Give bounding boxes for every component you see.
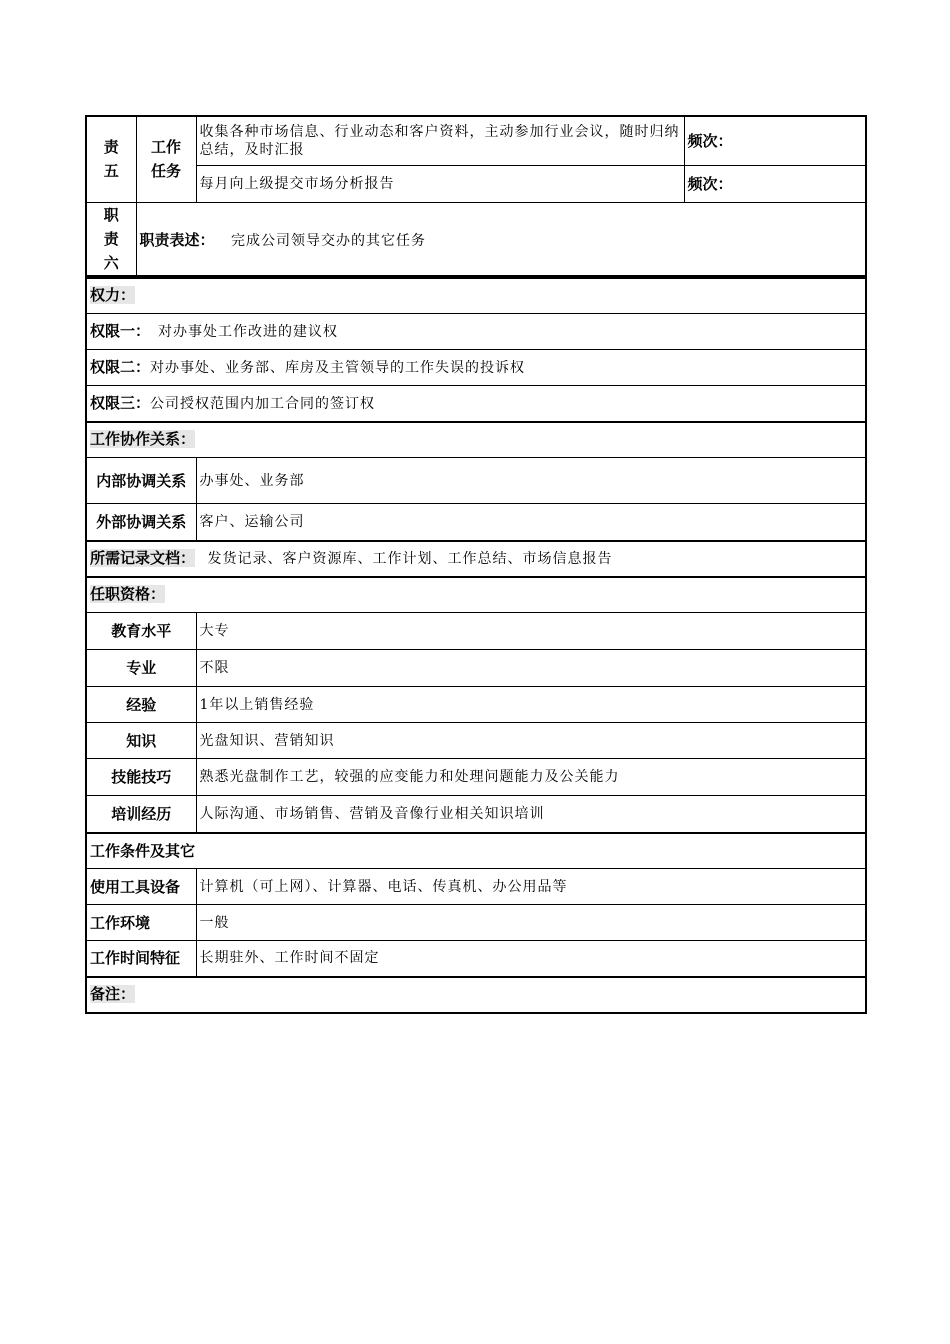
qualification-label-skills: 技能技巧 (86, 759, 196, 796)
authority-title: 权力： (90, 286, 136, 305)
job-description-document (85, 115, 865, 1014)
duty5-task-2: 每月向上级提交市场分析报告 (196, 165, 684, 202)
condition-label-tools: 使用工具设备 (86, 869, 196, 905)
relations-title: 工作协作关系： (90, 430, 196, 449)
authority-section (86, 278, 866, 314)
qualifications-title: 任职资格： (90, 585, 166, 604)
duty6-description-label: 职责表述： (139, 230, 215, 249)
duty5-task-1-frequency: 频次： (684, 116, 866, 165)
duty6-number: 职 责 六 (86, 202, 136, 276)
condition-label-environment: 工作环境 (86, 905, 196, 941)
relation-value-external: 客户、运输公司 (196, 504, 866, 541)
remarks-label: 备注： (90, 985, 136, 1003)
documents-row (86, 541, 866, 577)
details-table (85, 277, 867, 1014)
remarks-row (86, 977, 866, 1013)
qualification-value-training: 人际沟通、市场销售、营销及音像行业相关知识培训 (196, 796, 866, 833)
qualification-label-education: 教育水平 (86, 613, 196, 650)
duty5-task-2-frequency: 频次： (684, 165, 866, 202)
qualification-label-major: 专业 (86, 650, 196, 687)
relations-section (86, 422, 866, 458)
qualification-value-experience: 1年以上销售经验 (196, 687, 866, 723)
authority-item-2: 权限二：对办事处、业务部、库房及主管领导的工作失误的投诉权 (86, 350, 866, 386)
relation-label-internal: 内部协调关系 (86, 458, 196, 504)
duty6-description-text: 完成公司领导交办的其它任务 (230, 232, 426, 249)
qualification-value-major: 不限 (196, 650, 866, 687)
relation-value-internal: 办事处、业务部 (196, 458, 866, 504)
authority-item-3: 权限三：公司授权范围内加工合同的签订权 (86, 386, 866, 422)
duty6-description (136, 202, 866, 276)
qualification-label-knowledge: 知识 (86, 723, 196, 759)
documents-label: 所需记录文档： (90, 549, 196, 567)
duties-table (85, 115, 867, 277)
condition-label-hours: 工作时间特征 (86, 941, 196, 977)
qualification-value-knowledge: 光盘知识、营销知识 (196, 723, 866, 759)
documents-value: 发货记录、客户资源库、工作计划、工作总结、市场信息报告 (207, 551, 613, 567)
conditions-title: 工作条件及其它 (86, 833, 866, 869)
qualification-label-experience: 经验 (86, 687, 196, 723)
condition-value-tools: 计算机（可上网）、计算器、电话、传真机、办公用品等 (196, 869, 866, 905)
duty5-task-label: 工作 任务 (136, 116, 196, 202)
authority-item-1: 权限一： 对办事处工作改进的建议权 (86, 314, 866, 350)
qualification-label-training: 培训经历 (86, 796, 196, 833)
qualifications-section (86, 577, 866, 613)
relation-label-external: 外部协调关系 (86, 504, 196, 541)
condition-value-environment: 一般 (196, 905, 866, 941)
qualification-value-skills: 熟悉光盘制作工艺，较强的应变能力和处理问题能力及公关能力 (196, 759, 866, 796)
condition-value-hours: 长期驻外、工作时间不固定 (196, 941, 866, 977)
qualification-value-education: 大专 (196, 613, 866, 650)
duty5-number: 责 五 (86, 116, 136, 202)
duty5-task-1: 收集各种市场信息、行业动态和客户资料，主动参加行业会议，随时归纳总结，及时汇报 (196, 116, 684, 165)
